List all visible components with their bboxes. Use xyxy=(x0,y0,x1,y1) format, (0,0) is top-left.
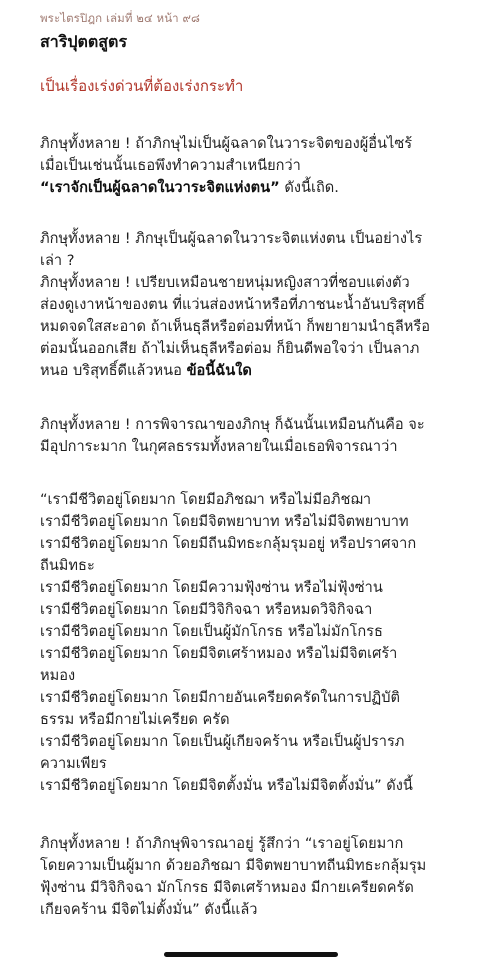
text-line: ภิกษุทั้งหลาย ! เปรียบเหมือนชายหนุ่มหญิงสาวที่ชอบแต่งตัว xyxy=(40,274,410,291)
text-span: ดังนี้เถิด. xyxy=(279,179,339,196)
text-line: ภิกษุทั้งหลาย ! ภิกษุเป็นผู้ฉลาดในวาระจิตแห่งตน เป็นอย่างไร xyxy=(40,230,423,247)
text-line: ต่อมนั้นออกเสีย ถ้าไม่เห็นธุลีหรือต่อม ก็ยินดีพอใจว่า เป็นลาภ xyxy=(40,340,420,357)
text-line: เรามีชีวิตอยู่โดยมาก โดยมีกายอันเครียดครัดในการปฏิบัติ xyxy=(40,689,400,706)
page-title: สาริปุตตสูตร xyxy=(40,32,128,51)
text-line: ภิกษุทั้งหลาย ! ถ้าภิกษุพิจารณาอยู่ รู้สึกว่า “เราอยู่โดยมาก xyxy=(40,835,404,852)
text-line: เล่า ? xyxy=(40,252,75,269)
text-line: เรามีชีวิตอยู่โดยมาก โดยเป็นผู้มักโกรธ หรือไม่มักโกรธ xyxy=(40,623,383,640)
text-line: มีอุปการะมาก ในกุศลธรรมทั้งหลายในเมื่อเธอพิจารณาว่า xyxy=(40,438,398,455)
text-line: เรามีชีวิตอยู่โดยมาก โดยมีความฟุ้งซ่าน หรือไม่ฟุ้งซ่าน xyxy=(40,579,383,596)
text-line: เรามีชีวิตอยู่โดยมาก โดยมีจิตพยาบาท หรือไม่มีจิตพยาบาท xyxy=(40,513,409,530)
text-line: ความเพียร xyxy=(40,755,107,772)
text-line: เรามีชีวิตอยู่โดยมาก โดยเป็นผู้เกียจคร้าน หรือเป็นผู้ปรารภ xyxy=(40,733,405,750)
text-line: เรามีชีวิตอยู่โดยมาก โดยมีวิจิกิจฉา หรือหมดวิจิกิจฉา xyxy=(40,601,373,618)
text-line: เรามีชีวิตอยู่โดยมาก โดยมีจิตเศร้าหมอง หรือไม่มีจิตเศร้า xyxy=(40,645,398,662)
section-subtitle: เป็นเรื่องเร่งด่วนที่ต้องเร่งกระทำ xyxy=(40,77,244,95)
text-span: หนอ บริสุทธิ์ดีแล้วหนอ xyxy=(40,362,187,379)
text-line: ส่องดูเงาหน้าของตน ที่แว่นส่องหน้าหรือที่ภาชนะน้ำอันบริสุทธิ์ xyxy=(40,296,425,313)
text-line: เกียจคร้าน มีจิตไม่ตั้งมั่น” ดังนี้แล้ว xyxy=(40,901,258,918)
text-line: หมดจดใสสะอาด ถ้าเห็นธุลีหรือต่อมที่หน้า ก็พยายามนำธุลีหรือ xyxy=(40,318,431,335)
home-indicator[interactable] xyxy=(164,952,338,957)
text-line: “เรามีชีวิตอยู่โดยมาก โดยมีอภิชฌา หรือไม่มีอภิชฌา xyxy=(40,491,372,508)
text-line: เมื่อเป็นเช่นนั้นเธอพึงทำความสำเหนียกว่า xyxy=(40,157,301,174)
emphasis-text: “เราจักเป็นผู้ฉลาดในวาระจิตแห่งตน” xyxy=(40,179,280,196)
text-line: ฟุ้งซ่าน มีวิจิกิจฉา มักโกรธ มีจิตเศร้าหมอง มีกายเครียดครัด xyxy=(40,879,414,896)
text-line xyxy=(40,361,252,381)
text-line xyxy=(40,178,339,198)
text-line: ถีนมิทธะ xyxy=(40,557,95,574)
text-line: เรามีชีวิตอยู่โดยมาก โดยมีจิตตั้งมั่น หรือไม่มีจิตตั้งมั่น” ดังนี้ xyxy=(40,777,413,794)
text-line: เรามีชีวิตอยู่โดยมาก โดยมีถีนมิทธะกลุ้มรุมอยู่ หรือปราศจาก xyxy=(40,535,417,552)
text-line: โดยความเป็นผู้มาก ด้วยอภิชฌา มีจิตพยาบาทถีนมิทธะกลุ้มรุม xyxy=(40,857,427,874)
text-line: หมอง xyxy=(40,667,76,684)
text-line: ธรรม หรือมีกายไม่เครียด ครัด xyxy=(40,711,230,728)
text-line: ภิกษุทั้งหลาย ! ถ้าภิกษุไม่เป็นผู้ฉลาดในวาระจิตของผู้อื่นไซร้ xyxy=(40,135,413,152)
book-reference: พระไตรปิฎก เล่มที่ ๒๔ หน้า ๙๘ xyxy=(40,11,200,25)
emphasis-text: ข้อนี้ฉันใด xyxy=(186,362,252,379)
text-line: ภิกษุทั้งหลาย ! การพิจารณาของภิกษุ ก็ฉันนั้นเหมือนกันคือ จะ xyxy=(40,416,425,433)
